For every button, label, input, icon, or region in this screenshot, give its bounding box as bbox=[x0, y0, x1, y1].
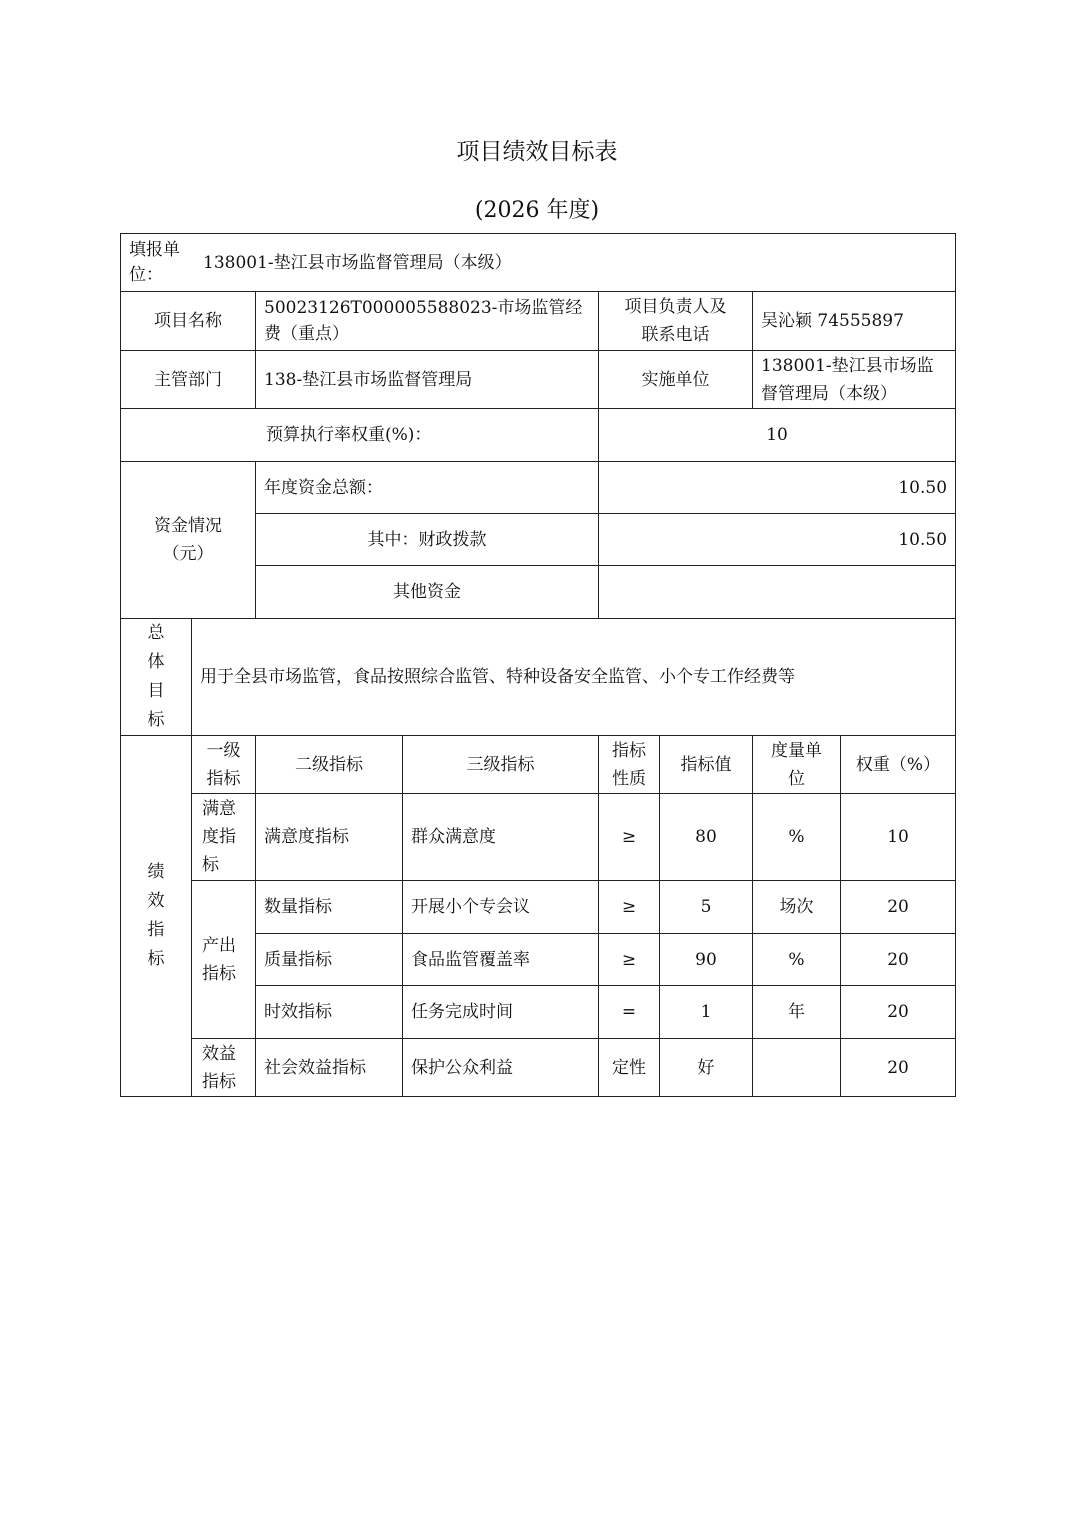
header-weight: 权重（%） bbox=[841, 736, 956, 794]
row-unit bbox=[753, 1039, 841, 1097]
project-leader-value: 吴沁颖 74555897 bbox=[753, 292, 956, 351]
row-unit: % bbox=[753, 794, 841, 881]
row-l3: 群众满意度 bbox=[403, 794, 599, 881]
document-subtitle: (2026 年度) bbox=[474, 198, 600, 223]
group-output: 产出指标 bbox=[192, 881, 256, 1039]
reporting-unit-cell bbox=[121, 234, 956, 292]
row-l2: 质量指标 bbox=[256, 934, 403, 986]
row-l2: 满意度指标 bbox=[256, 794, 403, 881]
row-weight: 20 bbox=[841, 1039, 956, 1097]
row-unit: % bbox=[753, 934, 841, 986]
budget-weight-value: 10 bbox=[599, 409, 956, 462]
implementing-unit-label: 实施单位 bbox=[599, 351, 753, 409]
group-benefit: 效益指标 bbox=[192, 1039, 256, 1097]
header-level2: 二级指标 bbox=[256, 736, 403, 794]
overall-goal-label: 总体目标 bbox=[121, 619, 192, 736]
department-value: 138-垫江县市场监督管理局 bbox=[256, 351, 599, 409]
performance-target-table bbox=[120, 233, 956, 1097]
funds-fiscal-value: 10.50 bbox=[599, 514, 956, 566]
header-level1: 一级指标 bbox=[192, 736, 256, 794]
row-weight: 10 bbox=[841, 794, 956, 881]
row-unit: 场次 bbox=[753, 881, 841, 934]
row-weight: 20 bbox=[841, 934, 956, 986]
funds-fiscal-label: 其中：财政拨款 bbox=[256, 514, 599, 566]
row-value: 5 bbox=[660, 881, 753, 934]
overall-goal-value: 用于全县市场监管，食品按照综合监管、特种设备安全监管、小个专工作经费等 bbox=[192, 619, 956, 736]
reporting-unit-label: 填报单位： bbox=[129, 239, 180, 285]
header-unit: 度量单位 bbox=[753, 736, 841, 794]
row-weight: 20 bbox=[841, 986, 956, 1039]
row-unit: 年 bbox=[753, 986, 841, 1039]
row-l2: 社会效益指标 bbox=[256, 1039, 403, 1097]
row-l3: 任务完成时间 bbox=[403, 986, 599, 1039]
reporting-unit-value: 138001-垫江县市场监督管理局（本级） bbox=[203, 252, 512, 273]
budget-weight-label: 预算执行率权重(%)： bbox=[121, 409, 599, 462]
row-nature: ≥ bbox=[599, 794, 660, 881]
row-l3: 食品监管覆盖率 bbox=[403, 934, 599, 986]
row-l3: 开展小个专会议 bbox=[403, 881, 599, 934]
funds-other-label: 其他资金 bbox=[256, 566, 599, 619]
funds-total-label: 年度资金总额： bbox=[256, 462, 599, 514]
implementing-unit-value: 138001-垫江县市场监督管理局（本级） bbox=[753, 351, 956, 409]
row-value: 80 bbox=[660, 794, 753, 881]
project-leader-label: 项目负责人及联系电话 bbox=[599, 292, 753, 351]
funds-total-value: 10.50 bbox=[599, 462, 956, 514]
project-name-value: 50023126T000005588023-市场监管经费（重点） bbox=[256, 292, 599, 351]
department-label: 主管部门 bbox=[121, 351, 256, 409]
row-l2: 时效指标 bbox=[256, 986, 403, 1039]
row-nature: 定性 bbox=[599, 1039, 660, 1097]
row-value: 90 bbox=[660, 934, 753, 986]
row-nature: = bbox=[599, 986, 660, 1039]
project-name-label: 项目名称 bbox=[121, 292, 256, 351]
row-weight: 20 bbox=[841, 881, 956, 934]
document-title: 项目绩效目标表 bbox=[456, 139, 618, 165]
row-nature: ≥ bbox=[599, 881, 660, 934]
row-l2: 数量指标 bbox=[256, 881, 403, 934]
row-value: 好 bbox=[660, 1039, 753, 1097]
header-level3: 三级指标 bbox=[403, 736, 599, 794]
header-nature: 指标性质 bbox=[599, 736, 660, 794]
row-l3: 保护公众利益 bbox=[403, 1039, 599, 1097]
header-value: 指标值 bbox=[660, 736, 753, 794]
funds-other-value bbox=[599, 566, 956, 619]
group-satisfaction: 满意度指标 bbox=[192, 794, 256, 881]
funds-label: 资金情况（元） bbox=[121, 462, 256, 619]
indicators-label: 绩效指标 bbox=[121, 736, 192, 1097]
row-value: 1 bbox=[660, 986, 753, 1039]
row-nature: ≥ bbox=[599, 934, 660, 986]
